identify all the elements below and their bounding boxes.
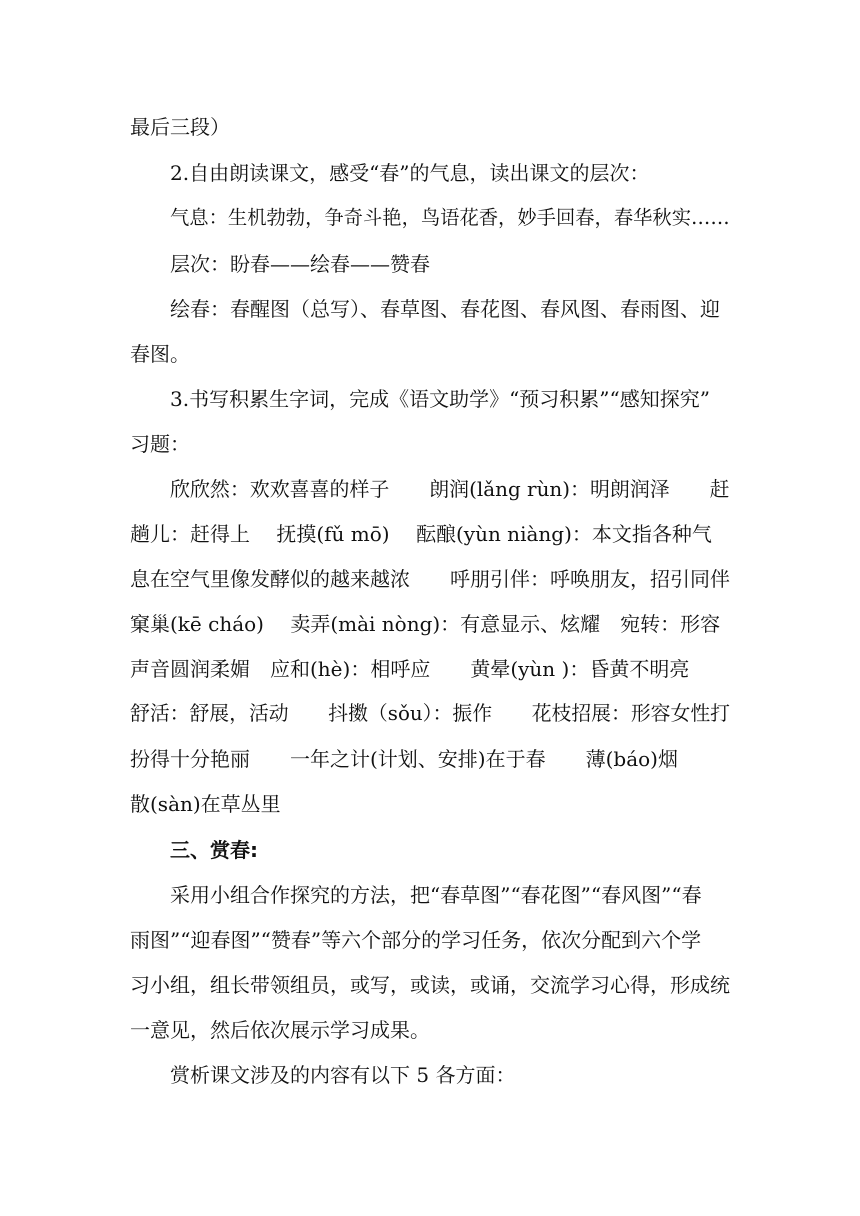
text-line: 最后三段）: [130, 115, 230, 139]
text-line: 窠巢(kē cháo) 卖弄(mài nòng)：有意显示、炫耀 宛转：形容: [130, 612, 721, 636]
text-line: 扮得十分艳丽 一年之计(计划、安排)在于春 薄(báo)烟: [130, 747, 678, 771]
text-line: 舒活：舒展，活动 抖擞（sǒu）：振作 花枝招展：形容女性打: [130, 702, 730, 725]
text-line: 声音圆润柔媚 应和(hè)：相呼应 黄晕(yùn )：昏黄不明亮: [130, 657, 690, 681]
text-line: 息在空气里像发酵似的越来越浓 呼朋引伴：呼唤朋友，招引同伴: [130, 567, 730, 591]
text-line: 采用小组合作探究的方法，把“春草图”“春花图”“春风图”“春: [170, 883, 702, 907]
text-line: 2.自由朗读课文，感受“春”的气息，读出课文的层次：: [170, 161, 650, 185]
text-line: 层次：盼春——绘春——赞春: [170, 252, 430, 276]
text-line: 赏析课文涉及的内容有以下 5 各方面：: [170, 1063, 516, 1087]
text-line: 散(sàn)在草丛里: [130, 792, 281, 816]
text-line: 绘春：春醒图（总写）、春草图、春花图、春风图、春雨图、迎: [170, 297, 720, 321]
text-line: 雨图”“迎春图”“赞春”等六个部分的学习任务，依次分配到六个学: [130, 928, 702, 952]
text-line: 气息：生机勃勃，争奇斗艳，鸟语花香，妙手回春，春华秋实……: [170, 206, 730, 229]
text-line: 欣欣然：欢欢喜喜的样子 朗润(lǎng rùn)：明朗润泽 赶: [170, 477, 730, 501]
text-line: 习题：: [130, 432, 190, 456]
text-line: 一意见，然后依次展示学习成果。: [130, 1018, 430, 1042]
text-line: 春图。: [130, 342, 190, 366]
text-line: 趟儿：赶得上 抚摸(fǔ mō) 酝酿(yùn niàng)：本文指各种气: [130, 522, 712, 546]
section-heading: 三、赏春:: [170, 838, 258, 862]
text-line: 习小组，组长带领组员，或写，或读，或诵，交流学习心得，形成统: [130, 973, 730, 997]
text-line: 3.书写积累生字词，完成《语文助学》“预习积累”“感知探究”: [170, 387, 710, 411]
